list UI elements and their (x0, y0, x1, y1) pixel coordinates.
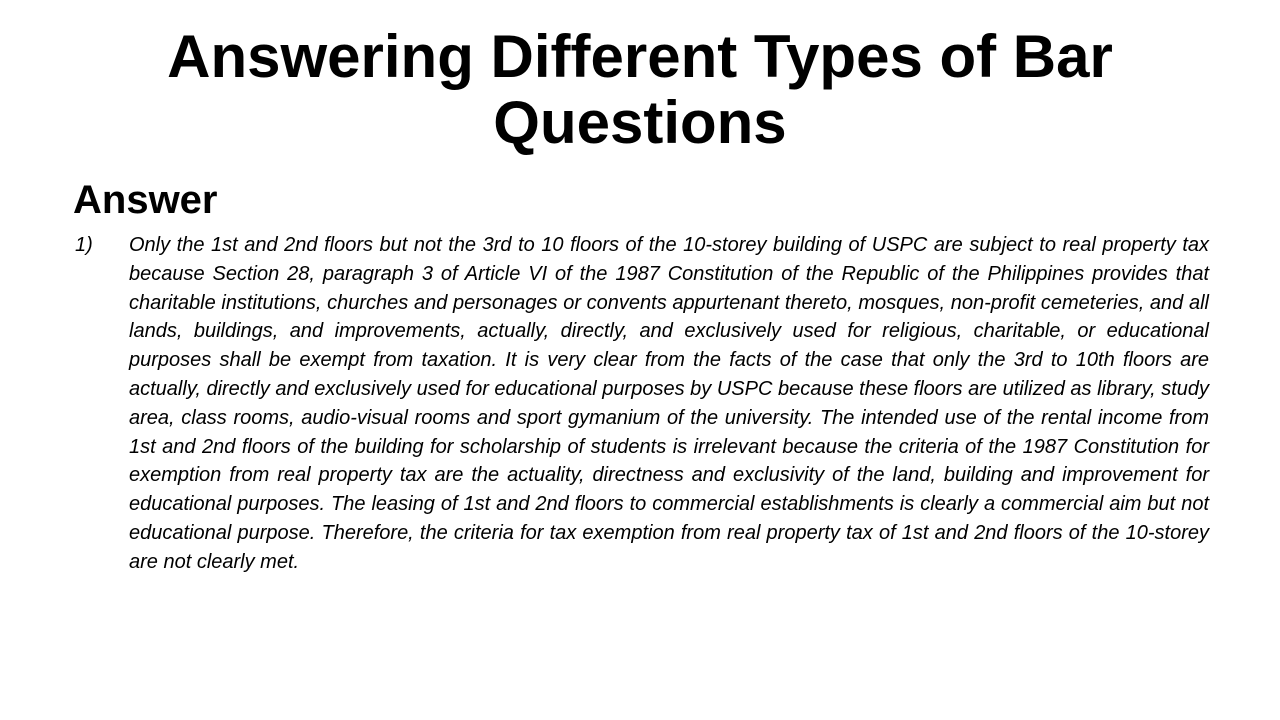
list-item-number: 1) (75, 234, 93, 256)
slide-title: Answering Different Types of Bar Questions (167, 23, 1113, 156)
list-item-text: Only the 1st and 2nd floors but not the 3rd to 10 floors of the 10-storey building of USPC are subject to real property tax because Section 28, paragraph 3 of Article VI of the 1987 Constitution of the Republic of the Philippines provides that charitable institutions, churches and personages or convents appurtenant thereto, mosques, non-profit cemeteries, and all lands, buildings, and improvements, actually, directly, and exclusively used for religious, charitable, or educational purposes shall be exempt from taxation. It is very clear from the facts of the case that only the 3rd to 10th floors are actually, directly and exclusively used for educational purposes by USPC because these floors are utilized as library, study area, class rooms, audio-visual rooms and sport gymanium of the university. The intended use of the rental income from 1st and 2nd floors of the building for scholarship of students is irrelevant because the criteria of the 1987 Constitution for exemption from real property tax are the actuality, directness and exclusivity of the land, building and improvement for educational purposes. The leasing of 1st and 2nd floors to commercial establishments is clearly a commercial aim but not educational purpose. Therefore, the criteria for tax exemption from real property tax of 1st and 2nd floors of the 10-storey are not clearly met. (129, 234, 1209, 573)
section-heading: Answer (73, 178, 218, 222)
